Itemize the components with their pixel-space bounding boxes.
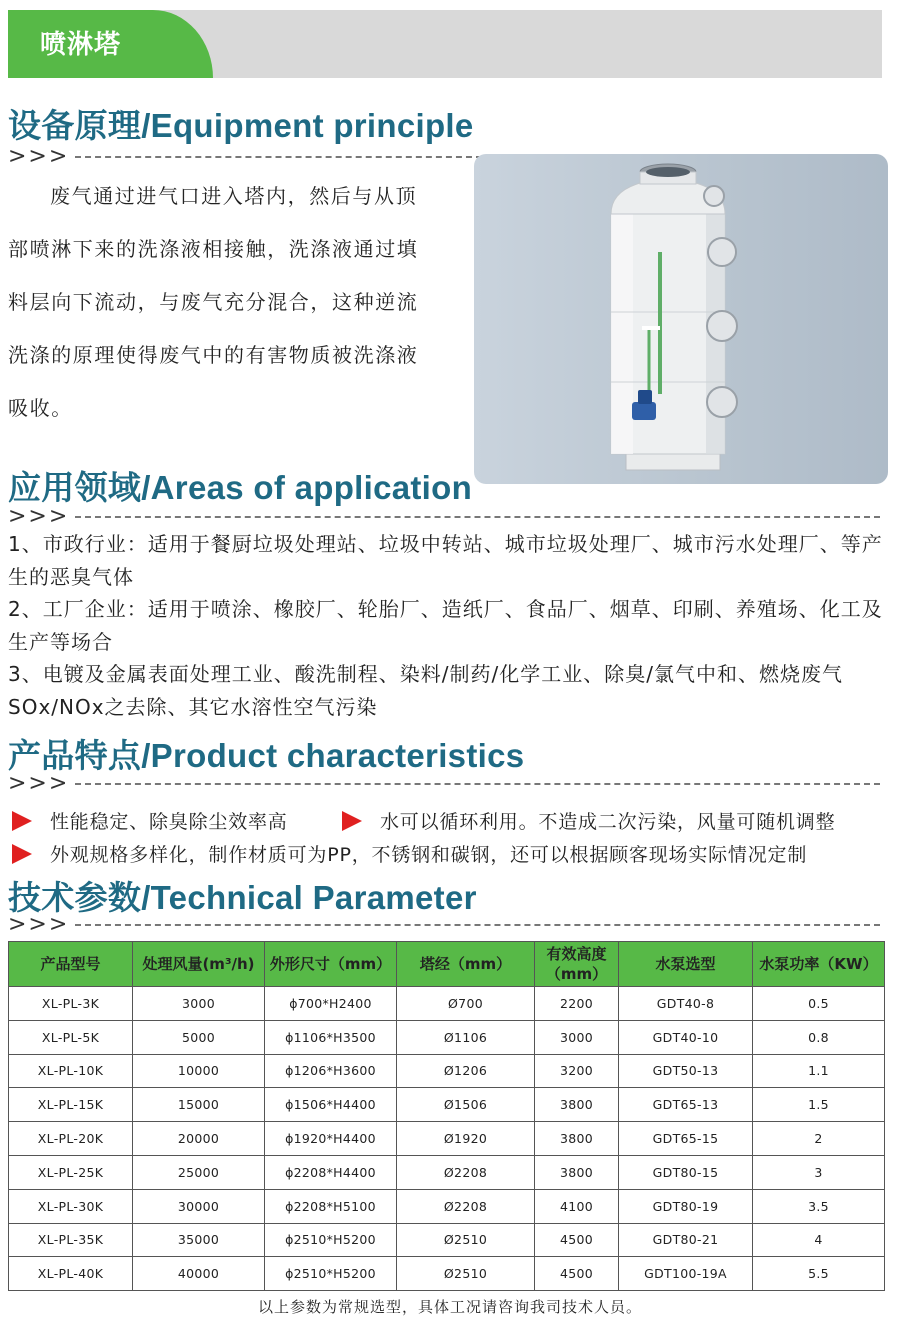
characteristics-arrows: >>> [8, 770, 70, 796]
table-cell: 1.1 [753, 1054, 885, 1088]
table-cell: ϕ1206*H3600 [265, 1054, 397, 1088]
table-cell: XL-PL-10K [9, 1054, 133, 1088]
table-header-row [9, 942, 885, 987]
table-cell: 3 [753, 1155, 885, 1189]
table-cell: XL-PL-3K [9, 987, 133, 1021]
table-cell: Ø1920 [397, 1122, 535, 1156]
table-cell: GDT65-13 [619, 1088, 753, 1122]
table-cell: ϕ2208*H4400 [265, 1155, 397, 1189]
dashed-line [75, 516, 880, 518]
application-arrows: >>> [8, 503, 70, 529]
table-cell: Ø1506 [397, 1088, 535, 1122]
table-cell: 3.5 [753, 1189, 885, 1223]
column-header: 水泵选型 [619, 942, 753, 987]
principle-heading: 设备原理/Equipment principle [8, 107, 474, 144]
table-cell: 2 [753, 1122, 885, 1156]
table-cell: Ø1206 [397, 1054, 535, 1088]
table-cell: GDT100-19A [619, 1257, 753, 1291]
table-row [9, 1257, 885, 1291]
application-item-2: 2、工厂企业：适用于喷涂、橡胶厂、轮胎厂、造纸厂、食品厂、烟草、印刷、养殖场、化工及生产等场合 [8, 597, 883, 654]
red-triangle-bullet-icon [12, 811, 32, 831]
table-cell: ϕ2208*H5100 [265, 1189, 397, 1223]
table-row [9, 987, 885, 1021]
application-divider [8, 505, 880, 527]
parameter-table [8, 941, 885, 1291]
table-cell: GDT50-13 [619, 1054, 753, 1088]
spray-tower-image [474, 154, 888, 484]
column-header: 有效高度（mm） [535, 942, 619, 987]
table-row [9, 1155, 885, 1189]
table-cell: GDT80-21 [619, 1223, 753, 1257]
feature-item-2 [342, 807, 835, 834]
table-row [9, 1054, 885, 1088]
table-cell: ϕ1106*H3500 [265, 1020, 397, 1054]
table-cell: ϕ2510*H5200 [265, 1223, 397, 1257]
table-cell: XL-PL-20K [9, 1122, 133, 1156]
technical-arrows: >>> [8, 911, 70, 937]
table-cell: 4500 [535, 1257, 619, 1291]
table-row [9, 1189, 885, 1223]
table-cell: Ø2510 [397, 1223, 535, 1257]
application-item-3: 3、电镀及金属表面处理工业、酸洗制程、染料/制药/化学工业、除臭/氯气中和、燃烧废气SOx/NOx之去除、其它水溶性空气污染 [8, 662, 843, 719]
table-cell: 5000 [133, 1020, 265, 1054]
column-header: 外形尺寸（mm） [265, 942, 397, 987]
table-cell: GDT80-15 [619, 1155, 753, 1189]
table-cell: 3800 [535, 1088, 619, 1122]
column-header: 处理风量(m³/h) [133, 942, 265, 987]
table-cell: 5.5 [753, 1257, 885, 1291]
table-cell: GDT40-8 [619, 987, 753, 1021]
red-triangle-bullet-icon [12, 844, 32, 864]
table-cell: ϕ1920*H4400 [265, 1122, 397, 1156]
table-cell: Ø2510 [397, 1257, 535, 1291]
table-cell: 25000 [133, 1155, 265, 1189]
dashed-line [75, 783, 880, 785]
characteristics-divider [8, 772, 880, 794]
application-item-1: 1、市政行业：适用于餐厨垃圾处理站、垃圾中转站、城市垃圾处理厂、城市污水处理厂、等产生的恶臭气体 [8, 532, 883, 589]
table-cell: 3800 [535, 1122, 619, 1156]
table-cell: XL-PL-30K [9, 1189, 133, 1223]
table-cell: 15000 [133, 1088, 265, 1122]
table-cell: 0.5 [753, 987, 885, 1021]
table-cell: Ø2208 [397, 1155, 535, 1189]
table-cell: 3000 [535, 1020, 619, 1054]
table-cell: 10000 [133, 1054, 265, 1088]
table-cell: XL-PL-40K [9, 1257, 133, 1291]
parameter-note: 以上参数为常规选型，具体工况请咨询我司技术人员。 [257, 1298, 642, 1316]
principle-divider [8, 145, 482, 167]
table-cell: XL-PL-35K [9, 1223, 133, 1257]
feature-text-2: 水可以循环利用。不造成二次污染，风量可随机调整 [380, 811, 836, 833]
table-cell: Ø700 [397, 987, 535, 1021]
table-cell: GDT40-10 [619, 1020, 753, 1054]
table-cell: 4500 [535, 1223, 619, 1257]
feature-item-3 [12, 840, 807, 867]
table-cell: 1.5 [753, 1088, 885, 1122]
table-cell: GDT80-19 [619, 1189, 753, 1223]
table-cell: ϕ2510*H5200 [265, 1257, 397, 1291]
principle-arrows: >>> [8, 143, 70, 169]
table-cell: 35000 [133, 1223, 265, 1257]
table-cell: 3800 [535, 1155, 619, 1189]
spray-tower-illustration [474, 154, 888, 484]
table-cell: Ø1106 [397, 1020, 535, 1054]
table-cell: 30000 [133, 1189, 265, 1223]
table-cell: ϕ700*H2400 [265, 987, 397, 1021]
column-header: 产品型号 [9, 942, 133, 987]
dashed-line [75, 924, 880, 926]
feature-text-1: 性能稳定、除臭除尘效率高 [50, 811, 288, 833]
table-cell: 4100 [535, 1189, 619, 1223]
dashed-line [75, 156, 482, 158]
table-cell: 4 [753, 1223, 885, 1257]
table-cell: ϕ1506*H4400 [265, 1088, 397, 1122]
table-row [9, 1223, 885, 1257]
table-cell: XL-PL-25K [9, 1155, 133, 1189]
technical-heading: 技术参数/Technical Parameter [8, 879, 477, 916]
table-row [9, 1088, 885, 1122]
red-triangle-bullet-icon [342, 811, 362, 831]
table-cell: 3000 [133, 987, 265, 1021]
feature-text-3: 外观规格多样化，制作材质可为PP，不锈钢和碳钢，还可以根据顾客现场实际情况定制 [50, 844, 808, 866]
table-cell: 0.8 [753, 1020, 885, 1054]
table-row [9, 1122, 885, 1156]
characteristics-heading: 产品特点/Product characteristics [8, 737, 525, 774]
table-row [9, 1020, 885, 1054]
page-title: 喷淋塔 [40, 30, 122, 60]
table-cell: XL-PL-15K [9, 1088, 133, 1122]
table-cell: 40000 [133, 1257, 265, 1291]
table-cell: Ø2208 [397, 1189, 535, 1223]
technical-divider [8, 913, 880, 935]
table-cell: GDT65-15 [619, 1122, 753, 1156]
application-heading: 应用领域/Areas of application [8, 469, 473, 506]
table-cell: 20000 [133, 1122, 265, 1156]
table-cell: 3200 [535, 1054, 619, 1088]
application-list [8, 528, 890, 723]
table-cell: 2200 [535, 987, 619, 1021]
principle-text: 废气通过进气口进入塔内，然后与从顶部喷淋下来的洗涤液相接触，洗涤液通过填料层向下流动，与废气充分混合，这种逆流洗涤的原理使得废气中的有害物质被洗涤液吸收。 [8, 184, 419, 420]
feature-item-1 [12, 807, 288, 834]
column-header: 水泵功率（KW） [753, 942, 885, 987]
table-body [9, 987, 885, 1291]
table-cell: XL-PL-5K [9, 1020, 133, 1054]
column-header: 塔经（mm） [397, 942, 535, 987]
